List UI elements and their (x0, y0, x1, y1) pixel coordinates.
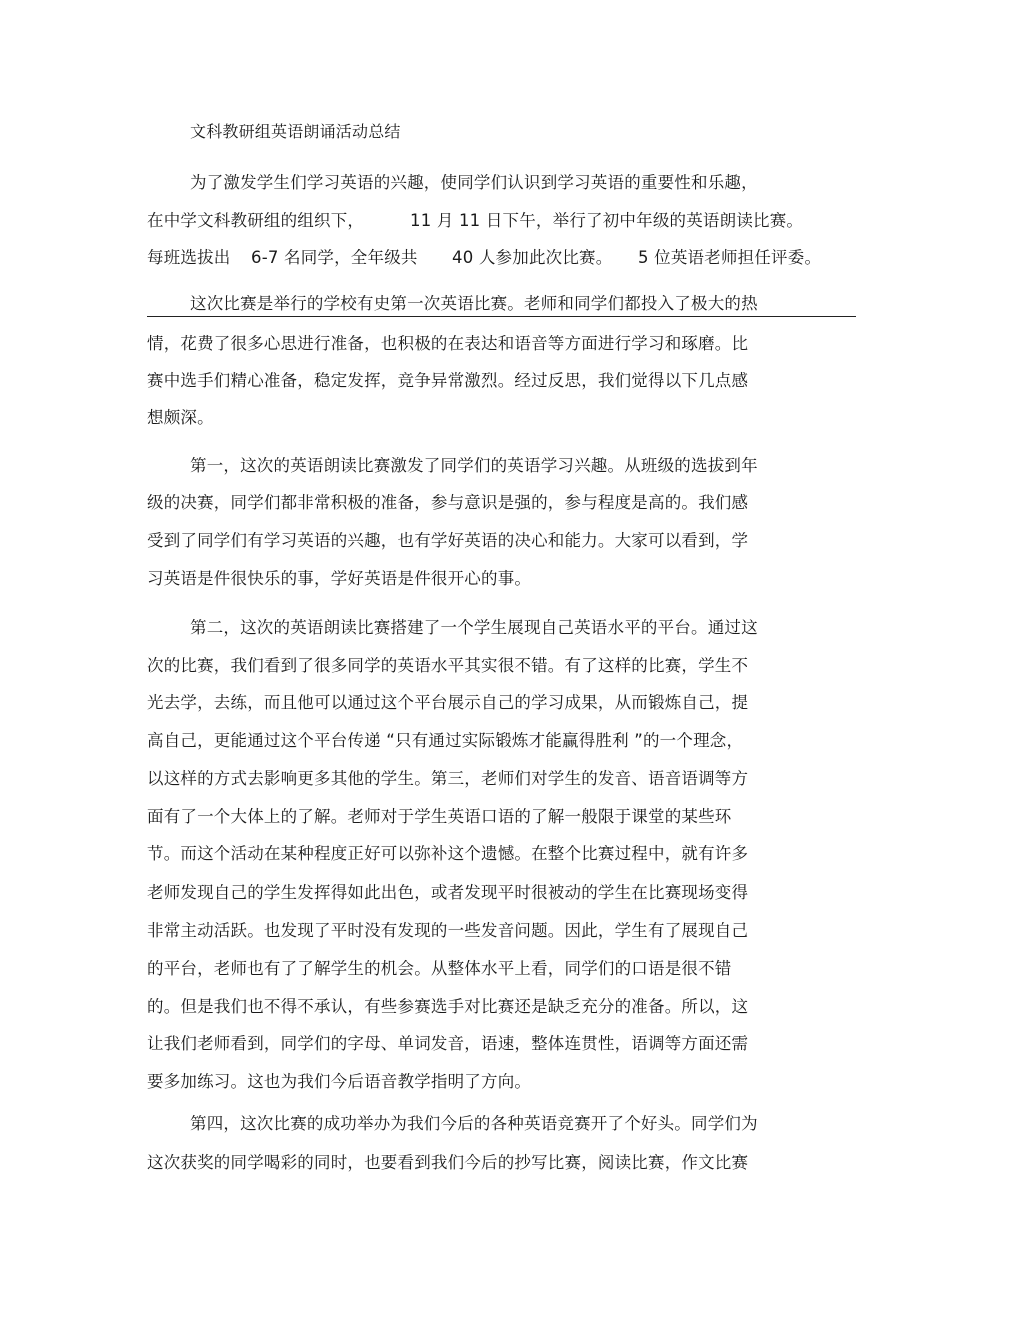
para1-line-2: 赛中选手们精心准备，稳定发挥，竞争异常激烈。经过反思，我们觉得以下几点感 (147, 371, 749, 390)
para1-line-0: 这次比赛是举行的学校有史第一次英语比赛。老师和同学们都投入了极大的热 (190, 294, 758, 313)
intro-line-3d: 5 位英语老师担任评委。 (638, 248, 822, 267)
para2-line-1: 级的决赛，同学们都非常积极的准备，参与意识是强的，参与程度是高的。我们感 (147, 493, 749, 512)
para4-line-1: 这次获奖的同学喝彩的同时，也要看到我们今后的抄写比赛，阅读比赛，作文比赛 (147, 1153, 749, 1172)
para3-line-7: 老师发现自己的学生发挥得如此出色，或者发现平时很被动的学生在比赛现场变得 (147, 883, 749, 902)
para3-line-11: 让我们老师看到，同学们的字母、单词发音，语速，整体连贯性，语调等方面还需 (147, 1034, 749, 1053)
para3-line-3: 高自己，更能通过这个平台传递 “只有通过实际锻炼才能赢得胜利 ”的一个理念， (147, 731, 744, 750)
para3-line-6: 节。而这个活动在某种程度正好可以弥补这个遗憾。在整个比赛过程中，就有许多 (147, 844, 749, 863)
para1-line-3: 想颇深。 (147, 408, 214, 427)
intro-line-3a: 每班选拔出 (147, 248, 231, 267)
para3-line-8: 非常主动活跃。也发现了平时没有发现的一些发音问题。因此，学生有了展现自己 (147, 921, 749, 940)
intro-line-3c: 40 人参加此次比赛。 (452, 248, 613, 267)
para2-line-2: 受到了同学们有学习英语的兴趣，也有学好英语的决心和能力。大家可以看到，学 (147, 531, 749, 550)
intro-line-2a: 在中学文科教研组的组织下， (147, 211, 365, 230)
para3-line-9: 的平台，老师也有了了解学生的机会。从整体水平上看，同学们的口语是很不错 (147, 959, 732, 978)
para3-line-12: 要多加练习。这也为我们今后语音教学指明了方向。 (147, 1072, 532, 1091)
para2-line-0: 第一，这次的英语朗读比赛激发了同学们的英语学习兴趣。从班级的选拔到年 (190, 456, 758, 475)
para2-line-3: 习英语是件很快乐的事，学好英语是件很开心的事。 (147, 569, 532, 588)
intro-line-1: 为了激发学生们学习英语的兴趣，使同学们认识到学习英语的重要性和乐趣， (190, 173, 758, 192)
para3-line-1: 次的比赛，我们看到了很多同学的英语水平其实很不错。有了这样的比赛，学生不 (147, 656, 749, 675)
para4-line-0: 第四，这次比赛的成功举办为我们今后的各种英语竞赛开了个好头。同学们为 (190, 1114, 758, 1133)
para1-line-1: 情，花费了很多心思进行准备，也积极的在表达和语音等方面进行学习和琢磨。比 (147, 334, 749, 353)
para3-line-5: 面有了一个大体上的了解。老师对于学生英语口语的了解一般限于课堂的某些环 (147, 807, 732, 826)
intro-line-2b: 11 月 11 日下午，举行了初中年级的英语朗读比赛。 (410, 211, 804, 230)
para3-line-10: 的。但是我们也不得不承认，有些参赛选手对比赛还是缺乏充分的准备。所以，这 (147, 997, 749, 1016)
para3-line-2: 光去学，去练，而且他可以通过这个平台展示自己的学习成果，从而锻炼自己，提 (147, 693, 749, 712)
horizontal-rule (147, 316, 856, 317)
intro-line-3b: 6-7 名同学，全年级共 (251, 248, 418, 267)
para3-line-4: 以这样的方式去影响更多其他的学生。第三，老师们对学生的发音、语音语调等方 (147, 769, 749, 788)
para3-line-0: 第二，这次的英语朗读比赛搭建了一个学生展现自己英语水平的平台。通过这 (190, 618, 758, 637)
document-title: 文科教研组英语朗诵活动总结 (190, 122, 401, 141)
